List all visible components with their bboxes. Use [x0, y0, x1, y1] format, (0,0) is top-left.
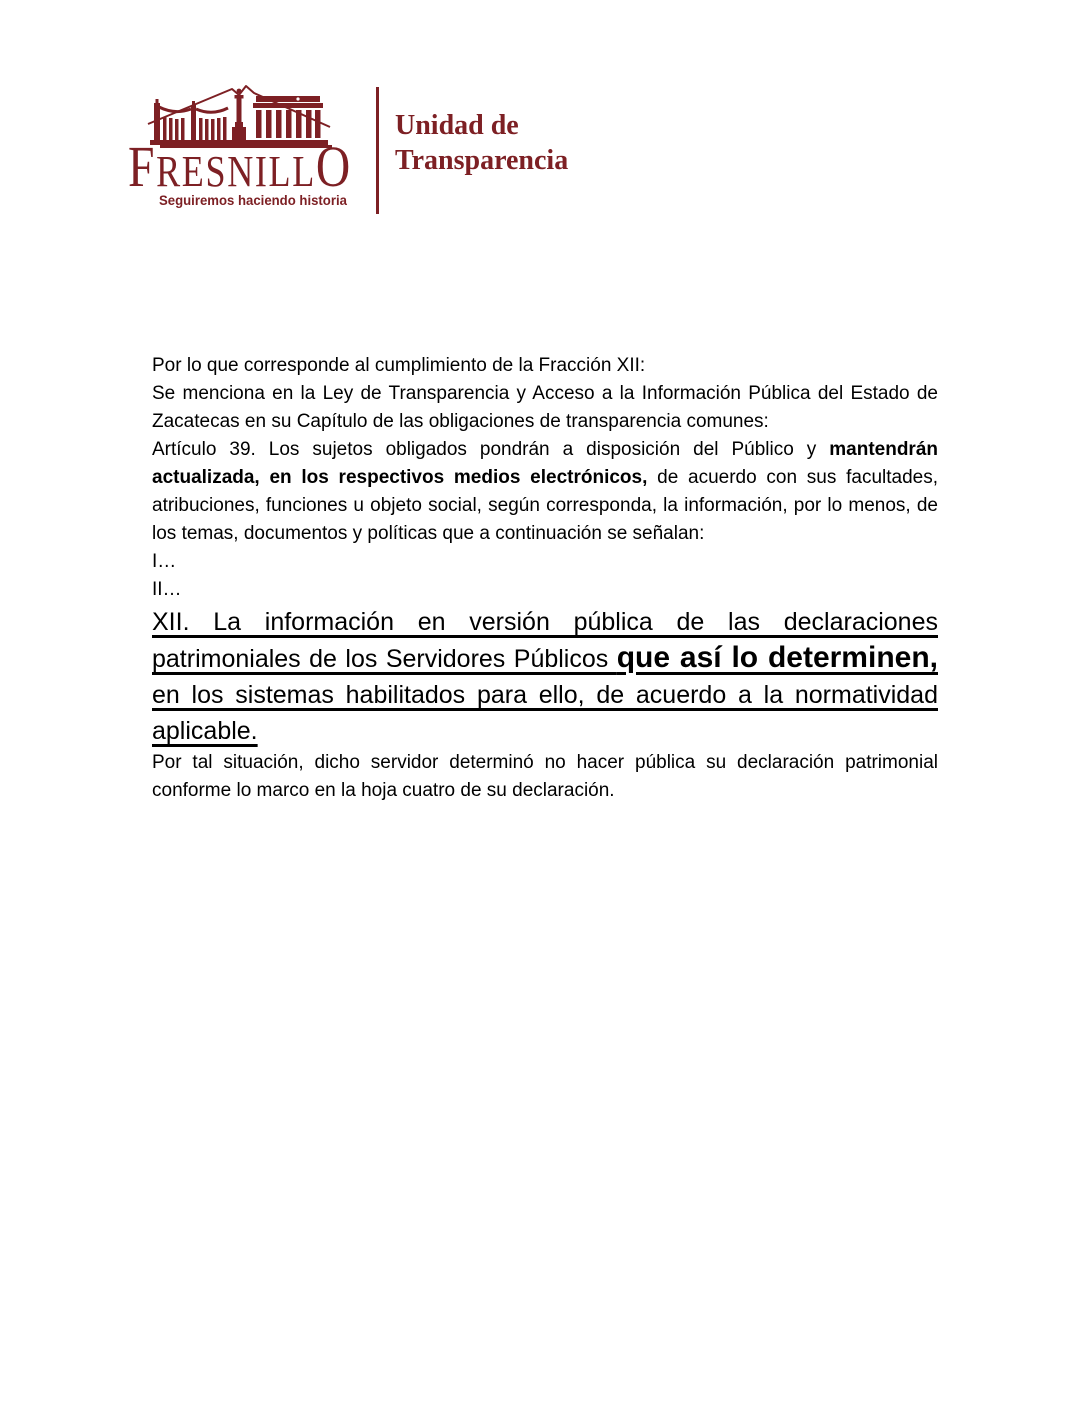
document-body: [152, 352, 938, 805]
article39-text-end: de acuerdo con sus facultades, atribuciones, funciones u objeto social, según corresponda, la información, por lo menos, de los temas, documentos y políticas que a continuación se señalan:: [152, 467, 938, 544]
letterhead: [0, 0, 1088, 240]
wordmark-letters-mid: RESNILL: [156, 147, 316, 196]
paragraph-intro: Por lo que corresponde al cumplimiento de la Fracción XII:: [152, 355, 646, 376]
logo-wordmark: [128, 134, 401, 199]
header-divider: [376, 87, 379, 214]
article39-bold-run: mantendrán actualizada, en los respectivos medios electrónicos,: [152, 439, 938, 488]
paragraph-conclusion: Por tal situación, dicho servidor determinó no hacer pública su declaración patrimonial conforme lo marco en la hoja cuatro de su declaración.: [152, 752, 938, 801]
paragraph-law-reference: Se menciona en la Ley de Transparencia y Acceso a la Información Pública del Estado de Zacatecas en su Capítulo de las obligaciones de transparencia comunes:: [152, 383, 938, 432]
fraction12-text-end: en los sistemas habilitados para ello, de acuerdo a la normatividad aplicable.: [152, 681, 938, 745]
department-title-line2: Transparencia: [395, 145, 569, 176]
article39-text-start: Artículo 39. Los sujetos obligados pondrán a disposición del Público y: [152, 439, 830, 460]
fraction12-bold-run: que así lo determinen,: [616, 641, 938, 674]
list-item-two: II…: [152, 579, 182, 600]
wordmark-letter-last: O: [315, 134, 352, 199]
paragraph-article39: [152, 436, 938, 548]
list-item-one: I…: [152, 551, 177, 572]
department-title: [395, 108, 568, 178]
department-title-line1: Unidad de: [395, 110, 519, 141]
paragraph-fraction12: [152, 604, 938, 749]
logo-tagline: Seguiremos haciendo historia: [159, 192, 347, 208]
fraction12-text-start: XII. La información en versión pública de las declaraciones patrimoniales de los Servidores Públicos: [152, 608, 938, 673]
wordmark-letter-first: F: [128, 134, 157, 199]
